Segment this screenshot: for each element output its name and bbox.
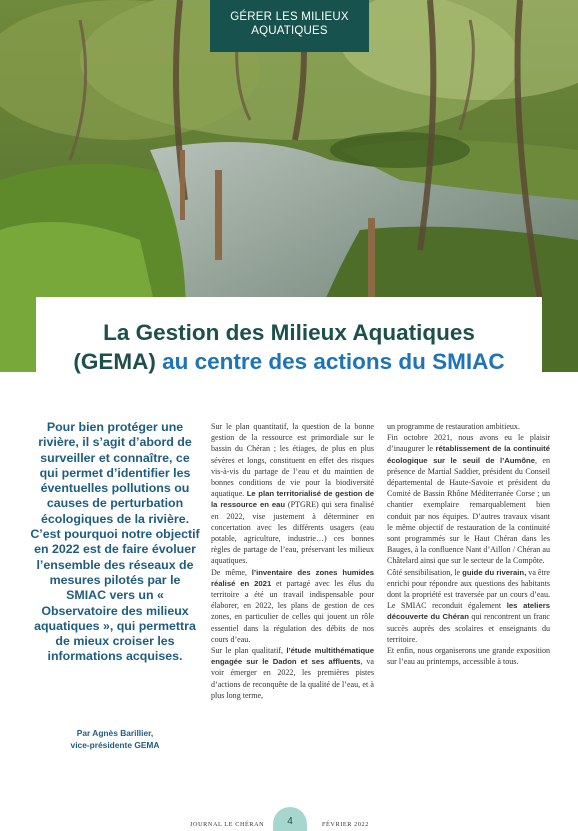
col2-paragraph-1: un programme de restauration ambitieux. (387, 422, 520, 431)
article-title (36, 318, 542, 376)
body-column-1 (211, 421, 374, 701)
col2-paragraph-3 (387, 567, 550, 645)
text-span: , en présence de Martial Saddier, président du Conseil départemental de Haute-Savoie et président du Comité de Bassin Rhône Méditerranée Corse ; un chantier exemplaire remarquablement bien conduit par nos équipes. D’autres travaux visant le même objectif de restauration de la continuité sont programmés sur le Haut Chéran dans les Bauges, à la confluence Nant d’Aillon / Chéran au Châtelard ainsi que sur le secteur de la Compôte. (387, 455, 550, 566)
text-span: Sur le plan qualitatif, (211, 646, 287, 656)
text-span: Fin octobre 2021, nous avons eu le plaisir d’inaugurer le (387, 433, 550, 454)
author-name: Par Agnès Barillier, (76, 728, 154, 738)
title-line2-part1: (GEMA) (73, 349, 156, 374)
section-tag-line1: GÉRER LES MILIEUX (230, 11, 349, 23)
col1-paragraph-2 (211, 567, 374, 645)
title-line1: La Gestion des Milieux Aquatiques (103, 320, 475, 345)
bold-span: l’étude multithématique engagée sur le Dadon et ses affluents (211, 646, 374, 667)
author-role: vice-présidente GEMA (70, 740, 160, 750)
body-column-2 (387, 421, 550, 667)
bold-span: rétablissement de la continuité écologique sur le seuil de l’Aumône (387, 444, 551, 465)
footer-journal: JOURNAL LE CHÉRAN (190, 821, 265, 828)
bold-span: l’inventaire des zones humides réalisé en 2021 (211, 567, 374, 588)
text-span: , va voir émerger en 2022, les premières pistes d’actions de reconquête de la qualité de l’eau, et à plus long terme, (211, 657, 374, 700)
text-span: Côté sensibilisation, le (387, 567, 463, 577)
text-span: qui rencontrent un franc succès auprès des scolaires et enseignants du territoire. (387, 612, 550, 644)
text-span: (PTGRE) qui sera finalisé en 2022, vise justement à déterminer en concertation avec les différents usagers (eau potable, agriculture, industrie…) ces bonnes règles de partage de l’eau, préservant les milieux aquatiques. (211, 500, 375, 566)
text-span: Sur le plan quantitatif, la question de la bonne gestion de la ressource est primordiale sur le bassin du Chéran ; les étiages, de plus en plus sévères et longs, constituent en effet des risques vis-à-vis du partage de l’eau et du maintien de bonnes conditions de vie pour la biodiversité aquatique. (211, 422, 374, 499)
section-tag (210, 0, 369, 52)
bold-span: les ateliers découverte du Chéran (387, 601, 550, 622)
col2-paragraph-2 (387, 432, 550, 566)
author-signature (30, 727, 200, 751)
title-line2-part2: au centre des actions du SMIAC (162, 349, 505, 374)
col1-paragraph-3 (211, 645, 374, 701)
page-footer (0, 805, 578, 831)
bold-span: Le plan territorialisé de gestion de la ressource en eau (211, 489, 374, 510)
intro-paragraph: Pour bien protéger une rivière, il s’agit d’abord de surveiller et connaître, ce qui permet d’identifier les éventuelles pollutions ou causes de perturbation écologiques de la rivière. C’est pourquoi notre objectif en 2022 est de faire évoluer l’ensemble des réseaux de mesures pilotés par le SMIAC vers un « Observatoire des milieux aquatiques », qui permettra de mieux croiser les informations acquises. (30, 420, 200, 664)
text-span: va être enrichi pour répondre aux questions des habitants dont la propriété est traversée par un cours d’eau. Le SMIAC reconduit également (387, 567, 550, 611)
text-span: De même, (211, 567, 252, 577)
section-tag-line2: AQUATIQUES (251, 25, 328, 37)
footer-date: FÉVRIER 2022 (322, 821, 369, 828)
text-span: et partagé avec les élus du territoire a été un travail indispensable pour élaborer, en 2022, les plans de gestion de ces zones, en particulier de celles qui jouent un rôle essentiel dans la régulation des débits de nos cours d’eau. (211, 578, 374, 644)
bold-span: guide du riverain, (462, 567, 527, 577)
col2-paragraph-4: Et enfin, nous organiserons une grande exposition sur l’eau au printemps, accessible à tous. (387, 646, 550, 667)
page-number: 4 (273, 807, 307, 831)
col1-paragraph-1 (211, 421, 374, 567)
